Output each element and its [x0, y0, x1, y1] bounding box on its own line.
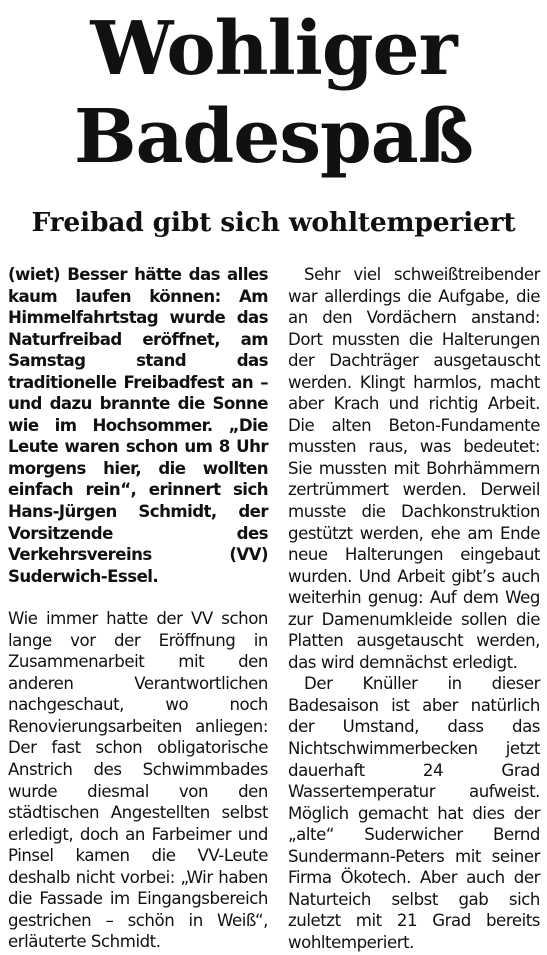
article-column-left [8, 264, 268, 953]
article-column-right [288, 264, 540, 954]
body-paragraph-2: Sehr viel schweißtreibender war allerdings die Aufgabe, die an den Vordächern anstand: Dort mussten die Halterungen der Dachträger ausgetauscht werden. Klingt harmlos, macht aber Krach und richtig Arbeit. Die alten Beton-Fundamente mussten raus, was bedeutet: Sie mussten mit Bohrhämmern zertrümmert werden. Derweil musste die Dachkonstruktion gestützt werden, ehe am Ende neue Halterungen eingebaut wurden. Und Arbeit gibt’s auch weiterhin genug: Auf dem Weg zur Damenumkleide sollen die Platten ausgetauscht werden, das wird demnächst erledigt. [288, 265, 540, 672]
headline-line-2: Badespaß [74, 94, 473, 180]
lead-paragraph: (wiet) Besser hätte das alles kaum laufen können: Am Himmelfahrtstag wurde das Naturfreibad eröffnet, am Samstag stand das traditionelle Freibadfest an – und dazu brannte die Sonne wie im Hochsommer. „Die Leute waren schon um 8 Uhr morgens hier, die wollten einfach rein“, erinnert sich Hans-Jürgen Schmidt, der Vorsitzende des Verkehrsvereins (VV) Suderwich-Essel. [8, 265, 268, 586]
headline-line-1: Wohliger [90, 6, 457, 92]
body-paragraph-1: Wie immer hatte der VV schon lange vor der Eröffnung in Zusammenarbeit mit den anderen Verantwortlichen nachgeschaut, wo noch Renovierungsarbeiten anliegen: Der fast schon obligatorische Anstrich des Schwimmbades wurde diesmal von den städtischen Angestellten selbst erledigt, doch an Farbeimer und Pinsel kamen die VV-Leute deshalb nicht vorbei: „Wir haben die Fassade im Eingangsbereich gestrichen – schön in Weiß“, erläuterte Schmidt. [8, 609, 268, 952]
subheadline: Freibad gibt sich wohltemperiert [31, 207, 516, 238]
body-paragraph-3: Der Knüller in dieser Badesaison ist aber natürlich der Umstand, dass das Nichtschwimmerbecken jetzt dauerhaft 24 Grad Wassertemperatur aufweist. Möglich gemacht hat dies der „alte“ Suderwicher Bernd Sundermann-Peters mit seiner Firma Ökotech. Aber auch der Naturteich selbst gab sich zuletzt mit 21 Grad bereits wohltemperiert. [288, 674, 540, 952]
